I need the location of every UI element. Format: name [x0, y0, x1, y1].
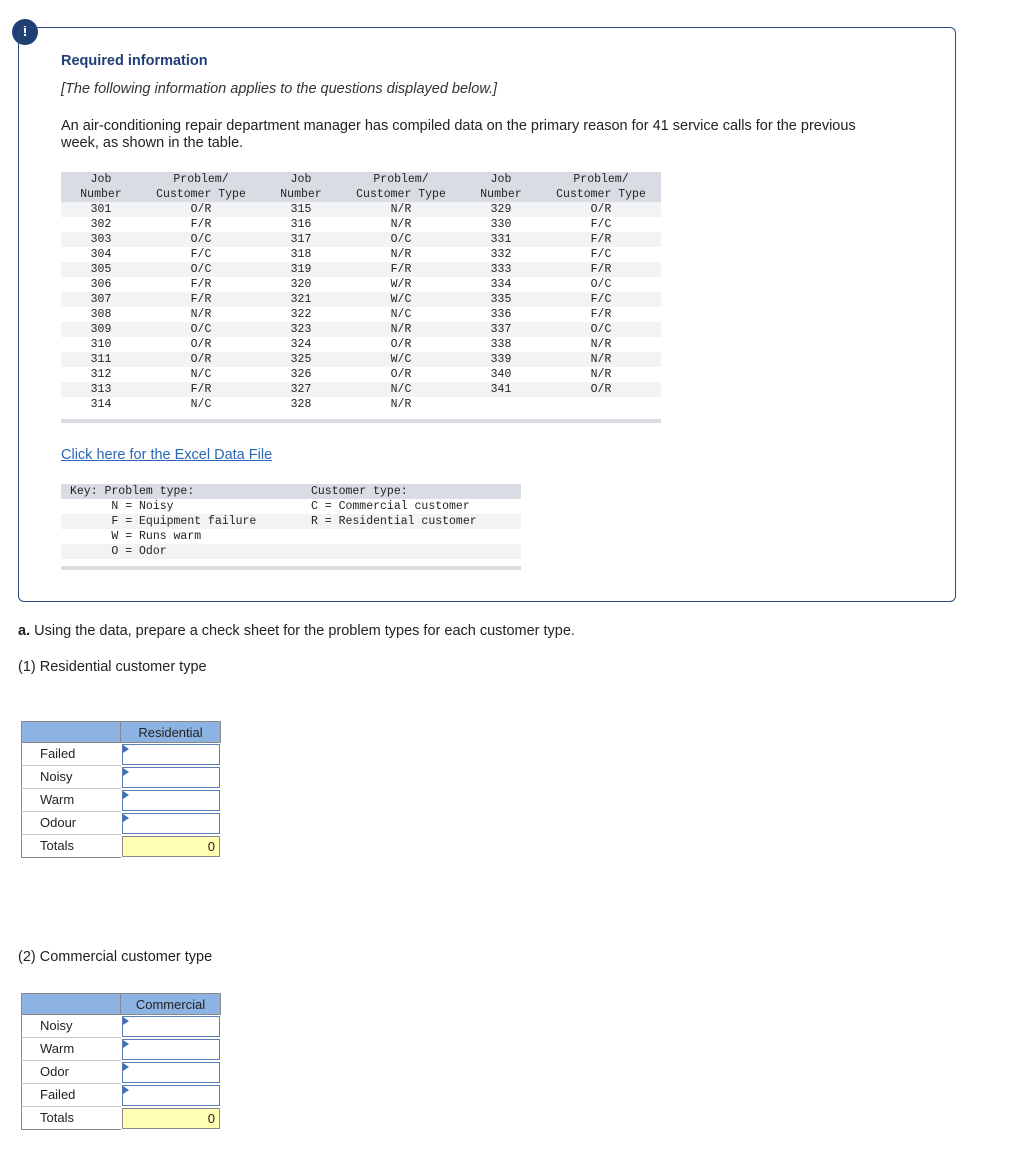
total-value: 0	[122, 1108, 220, 1129]
job-number-cell: 328	[290, 398, 312, 411]
job-number-cell: 339	[490, 353, 512, 366]
header-blank-cell	[21, 721, 121, 743]
count-input[interactable]	[123, 745, 219, 764]
job-number-cell: 324	[290, 338, 312, 351]
job-number-cell: 326	[290, 368, 312, 381]
intro-text: An air-conditioning repair department manager has compiled data on the primary reason for 41 service calls for the previous week, as shown in the table.	[61, 118, 856, 151]
job-number-cell: 337	[490, 323, 512, 336]
job-number-cell: 301	[90, 203, 112, 216]
excel-data-file-link[interactable]: Click here for the Excel Data File	[61, 447, 273, 463]
problem-cell: N/R	[190, 308, 212, 321]
header-text: Problem/	[173, 173, 229, 186]
key-row	[61, 514, 521, 529]
key-row	[61, 529, 521, 544]
problem-cell: F/C	[590, 293, 612, 306]
header-text: Number	[480, 187, 522, 201]
header-problem-type	[141, 173, 261, 202]
table-row	[61, 352, 661, 367]
problem-cell: N/C	[190, 398, 212, 411]
problem-cell: F/R	[190, 293, 212, 306]
total-value: 0	[122, 836, 220, 857]
header-text: Customer Type	[556, 187, 646, 201]
problem-cell: O/R	[590, 383, 612, 396]
check-sheet-row	[21, 789, 221, 812]
job-number-cell: 311	[90, 353, 112, 366]
alert-icon: !	[12, 19, 38, 45]
job-number-cell: 303	[90, 233, 112, 246]
problem-cell: O/R	[390, 368, 412, 381]
job-number-cell: 317	[290, 233, 312, 246]
header-text: Customer Type	[356, 187, 446, 201]
question-a	[18, 623, 575, 639]
problem-cell: O/C	[190, 233, 212, 246]
key-problem-text: W = Runs warm	[70, 530, 202, 543]
count-input[interactable]	[123, 814, 219, 833]
table-row	[61, 202, 661, 217]
residential-check-sheet	[21, 721, 221, 858]
key-problem-text: Key: Problem type:	[70, 485, 195, 498]
job-number-cell: 325	[290, 353, 312, 366]
job-number-cell: 341	[490, 383, 512, 396]
key-problem-text: O = Odor	[70, 545, 167, 558]
problem-cell: N/R	[390, 248, 412, 261]
key-problem-text: F = Equipment failure	[70, 515, 257, 528]
problem-cell: O/R	[390, 338, 412, 351]
problem-cell: F/R	[590, 308, 612, 321]
row-label: Warm	[21, 789, 121, 812]
totals-label: Totals	[21, 835, 121, 858]
job-number-cell: 323	[290, 323, 312, 336]
problem-cell: O/C	[190, 263, 212, 276]
check-sheet-row	[21, 812, 221, 835]
row-label: Noisy	[21, 766, 121, 789]
job-number-cell: 308	[90, 308, 112, 321]
problem-cell: F/C	[590, 248, 612, 261]
job-number-cell: 312	[90, 368, 112, 381]
job-number-cell: 321	[290, 293, 312, 306]
job-number-cell: 316	[290, 218, 312, 231]
header-job-number	[261, 173, 341, 202]
question-text: Using the data, prepare a check sheet for the problem types for each customer type.	[30, 623, 575, 639]
key-bottom-rule	[61, 566, 521, 570]
table-row	[61, 307, 661, 322]
key-row	[61, 544, 521, 559]
table-row	[61, 322, 661, 337]
service-calls-table	[61, 172, 661, 412]
job-number-cell: 315	[290, 203, 312, 216]
row-label: Warm	[21, 1038, 121, 1061]
job-number-cell: 320	[290, 278, 312, 291]
job-number-cell: 327	[290, 383, 312, 396]
header-text: Job	[90, 173, 112, 186]
problem-cell: F/R	[190, 383, 212, 396]
header-problem-type	[341, 173, 461, 202]
key-customer-text: Customer type:	[311, 485, 408, 498]
row-label: Failed	[21, 743, 121, 766]
problem-cell: N/C	[390, 308, 412, 321]
table-row	[61, 292, 661, 307]
job-number-cell: 306	[90, 278, 112, 291]
problem-cell: N/R	[390, 398, 412, 411]
job-number-cell: 333	[490, 263, 512, 276]
job-number-cell: 305	[90, 263, 112, 276]
key-customer-text: C = Commercial customer	[311, 500, 470, 513]
job-number-cell: 335	[490, 293, 512, 306]
header-text: Job	[490, 173, 512, 186]
job-number-cell: 338	[490, 338, 512, 351]
job-number-cell: 302	[90, 218, 112, 231]
count-input-cell	[122, 813, 220, 834]
header-text: Problem/	[573, 173, 629, 186]
key-row	[61, 484, 521, 499]
job-number-cell: 322	[290, 308, 312, 321]
problem-cell: O/R	[590, 203, 612, 216]
count-input[interactable]	[123, 791, 219, 810]
count-input[interactable]	[123, 1063, 219, 1082]
job-number-cell: 310	[90, 338, 112, 351]
problem-cell: O/C	[590, 278, 612, 291]
commercial-label: (2) Commercial customer type	[18, 949, 213, 965]
job-number-cell: 340	[490, 368, 512, 381]
problem-cell: W/C	[390, 353, 412, 366]
check-sheet-row	[21, 1084, 221, 1107]
header-text: Job	[290, 173, 312, 186]
count-input[interactable]	[123, 1017, 219, 1036]
table-row	[61, 217, 661, 232]
count-input-cell	[122, 1016, 220, 1037]
check-sheet-row	[21, 1061, 221, 1084]
required-info-title: Required information	[61, 53, 208, 69]
problem-cell: O/C	[590, 323, 612, 336]
applies-note: [The following information applies to the questions displayed below.]	[61, 81, 498, 97]
commercial-check-sheet	[21, 993, 221, 1130]
check-sheet-row	[21, 1038, 221, 1061]
problem-cell: N/R	[390, 218, 412, 231]
problem-cell: N/R	[390, 203, 412, 216]
problem-cell: N/R	[590, 338, 612, 351]
row-label: Odor	[21, 1061, 121, 1084]
job-number-cell: 336	[490, 308, 512, 321]
key-table	[61, 484, 521, 559]
header-text: Number	[280, 187, 322, 201]
table-header	[61, 172, 661, 202]
header-text: Number	[80, 187, 122, 201]
problem-cell: O/C	[390, 233, 412, 246]
count-input[interactable]	[123, 768, 219, 787]
job-number-cell: 304	[90, 248, 112, 261]
problem-cell: N/C	[190, 368, 212, 381]
problem-cell: F/R	[590, 263, 612, 276]
job-number-cell: 313	[90, 383, 112, 396]
check-sheet-row	[21, 743, 221, 766]
problem-cell: N/R	[590, 353, 612, 366]
totals-label: Totals	[21, 1107, 121, 1130]
count-input-cell	[122, 767, 220, 788]
column-header: Commercial	[121, 993, 221, 1015]
totals-row	[21, 1107, 221, 1130]
question-letter: a.	[18, 623, 31, 639]
problem-cell: W/R	[390, 278, 412, 291]
count-input-cell	[122, 1062, 220, 1083]
problem-cell: O/R	[190, 203, 212, 216]
table-row	[61, 397, 661, 412]
check-sheet-header	[21, 721, 221, 743]
column-header: Residential	[121, 721, 221, 743]
key-row	[61, 499, 521, 514]
count-input-cell	[122, 1085, 220, 1106]
problem-cell: N/R	[390, 323, 412, 336]
job-number-cell: 314	[90, 398, 112, 411]
job-number-cell: 334	[490, 278, 512, 291]
check-sheet-row	[21, 1015, 221, 1038]
job-number-cell: 331	[490, 233, 512, 246]
problem-cell: F/R	[190, 218, 212, 231]
header-problem-type	[541, 173, 661, 202]
count-input-cell	[122, 1039, 220, 1060]
header-job-number	[61, 173, 141, 202]
problem-cell: W/C	[390, 293, 412, 306]
row-label: Failed	[21, 1084, 121, 1107]
table-bottom-rule	[61, 419, 661, 423]
job-number-cell: 330	[490, 218, 512, 231]
table-row	[61, 337, 661, 352]
table-row	[61, 262, 661, 277]
header-text: Customer Type	[156, 187, 246, 201]
check-sheet-header	[21, 993, 221, 1015]
problem-cell: N/C	[390, 383, 412, 396]
job-number-cell: 309	[90, 323, 112, 336]
problem-cell: F/R	[190, 278, 212, 291]
header-job-number	[461, 173, 541, 202]
count-input[interactable]	[123, 1086, 219, 1105]
problem-cell: F/R	[590, 233, 612, 246]
table-row	[61, 247, 661, 262]
row-label: Noisy	[21, 1015, 121, 1038]
table-row	[61, 277, 661, 292]
table-row	[61, 232, 661, 247]
header-blank-cell	[21, 993, 121, 1015]
problem-cell: O/R	[190, 353, 212, 366]
count-input-cell	[122, 790, 220, 811]
residential-label: (1) Residential customer type	[18, 659, 207, 675]
table-row	[61, 367, 661, 382]
problem-cell: O/R	[190, 338, 212, 351]
problem-cell: N/R	[590, 368, 612, 381]
row-label: Odour	[21, 812, 121, 835]
problem-cell: F/C	[590, 218, 612, 231]
count-input-cell	[122, 744, 220, 765]
header-text: Problem/	[373, 173, 429, 186]
key-customer-text: R = Residential customer	[311, 515, 477, 528]
problem-cell: O/C	[190, 323, 212, 336]
job-number-cell: 332	[490, 248, 512, 261]
count-input[interactable]	[123, 1040, 219, 1059]
job-number-cell: 318	[290, 248, 312, 261]
problem-cell: F/C	[190, 248, 212, 261]
job-number-cell: 307	[90, 293, 112, 306]
table-row	[61, 382, 661, 397]
table-body	[61, 202, 661, 412]
check-sheet-row	[21, 766, 221, 789]
job-number-cell: 319	[290, 263, 312, 276]
job-number-cell: 329	[490, 203, 512, 216]
key-problem-text: N = Noisy	[70, 500, 174, 513]
totals-row	[21, 835, 221, 858]
problem-cell: F/R	[390, 263, 412, 276]
